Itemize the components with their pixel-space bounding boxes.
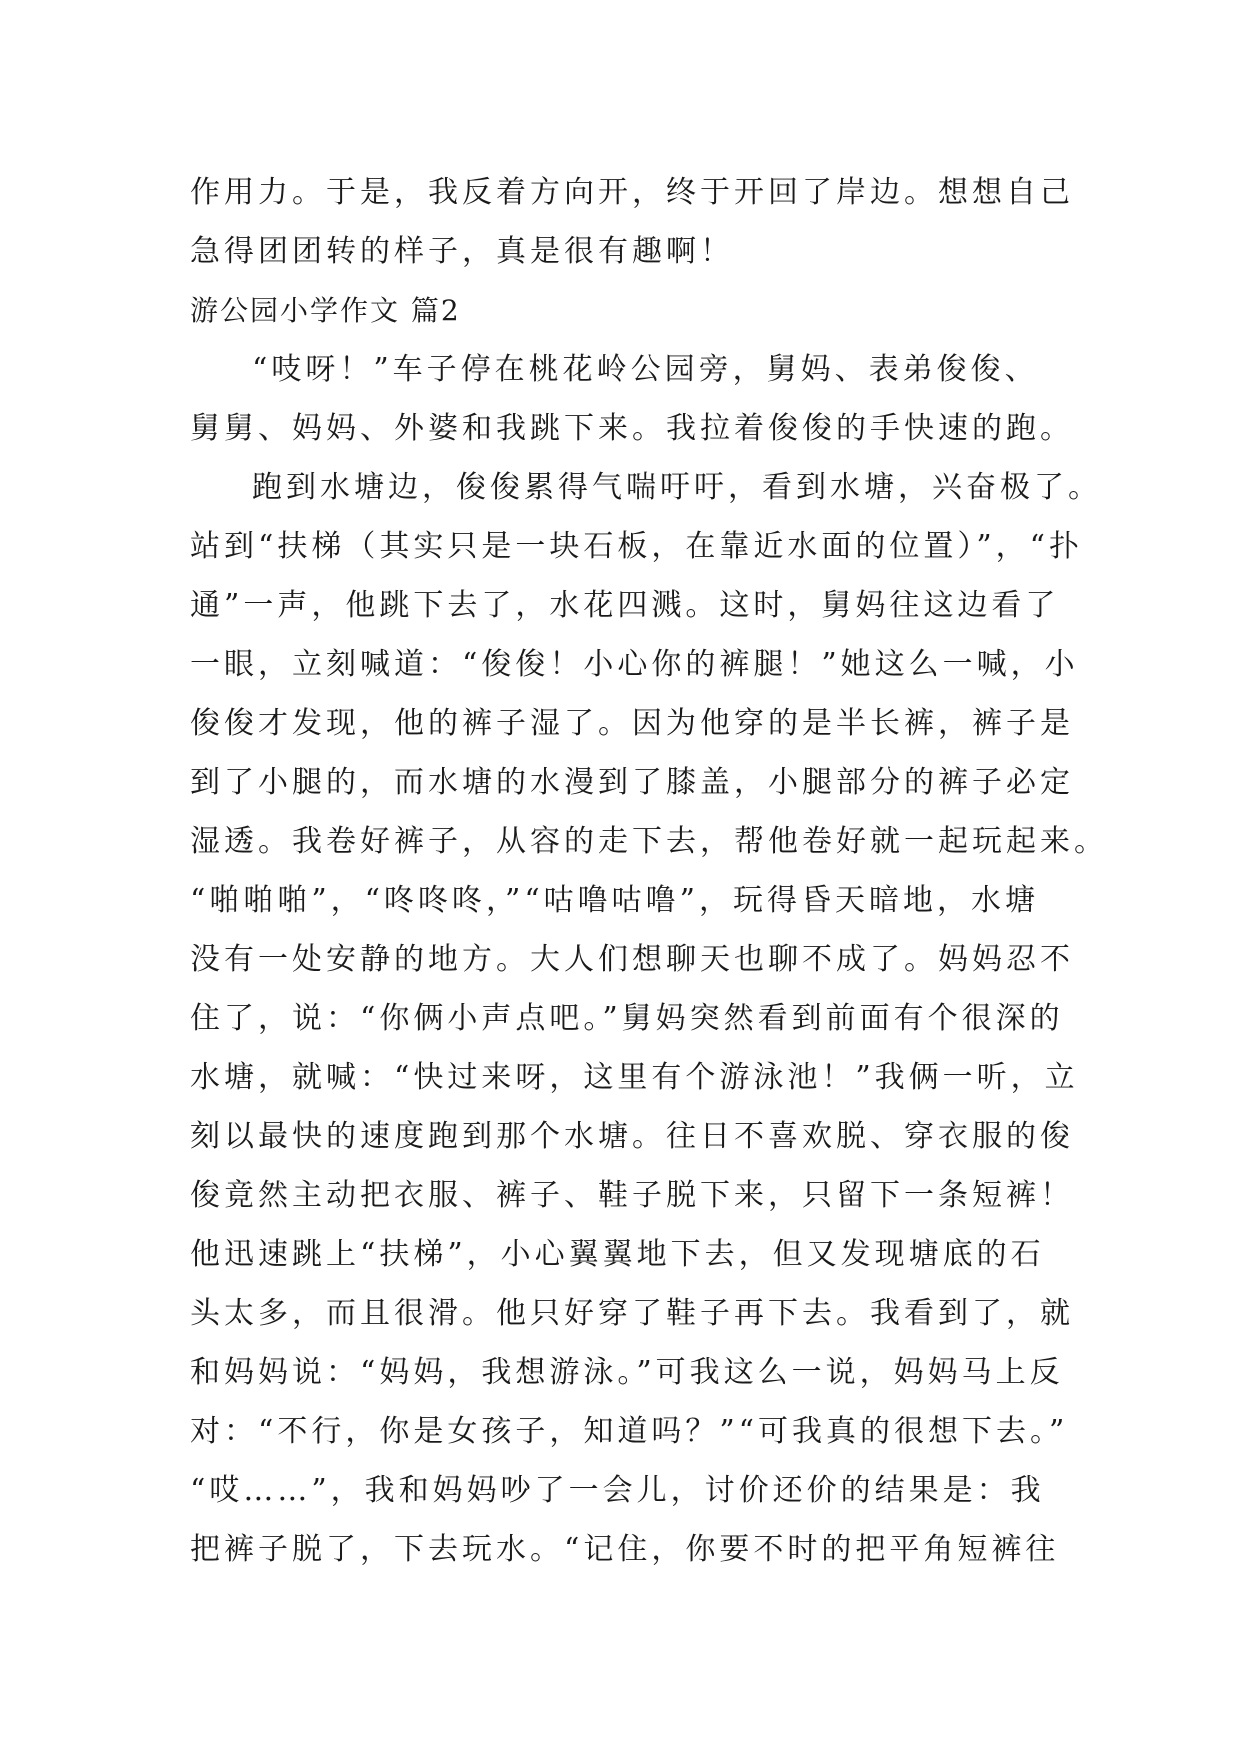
paragraph-start-line: 跑到水塘边，俊俊累得气喘吁吁，看到水塘，兴奋极了。 — [252, 470, 1102, 505]
text-line: 俊竟然主动把衣服、裤子、鞋子脱下来，只留下一条短裤！ — [190, 1178, 1074, 1213]
text-line: 没有一处安静的地方。大人们想聊天也聊不成了。妈妈忍不 — [190, 942, 1074, 977]
text-line: 湿透。我卷好裤子，从容的走下去，帮他卷好就一起玩起来。 — [190, 824, 1108, 859]
paragraph-start-line: “吱呀！”车子停在桃花岭公园旁，舅妈、表弟俊俊、 — [252, 352, 1039, 387]
text-line: 和妈妈说：“妈妈，我想游泳。”可我这么一说，妈妈马上反 — [190, 1355, 1064, 1390]
text-line: 俊俊才发现，他的裤子湿了。因为他穿的是半长裤，裤子是 — [190, 706, 1074, 741]
text-line: 站到“扶梯（其实只是一块石板，在靠近水面的位置）”，“扑 — [190, 529, 1084, 564]
text-line: “哎……”，我和妈妈吵了一会儿，讨价还价的结果是：我 — [190, 1473, 1045, 1508]
text-line: 他迅速跳上“扶梯”，小心翼翼地下去，但又发现塘底的石 — [190, 1237, 1045, 1272]
section-heading: 游公园小学作文 篇2 — [190, 294, 461, 327]
text-line: 水塘，就喊：“快过来呀，这里有个游泳池！”我俩一听，立 — [190, 1060, 1079, 1095]
text-line: 一眼，立刻喊道：“俊俊！小心你的裤腿！”她这么一喊，小 — [190, 647, 1079, 682]
text-line: 把裤子脱了，下去玩水。“记住，你要不时的把平角短裤往 — [190, 1532, 1060, 1567]
text-line: 头太多，而且很滑。他只好穿了鞋子再下去。我看到了，就 — [190, 1296, 1074, 1331]
text-line: 刻以最快的速度跑到那个水塘。往日不喜欢脱、穿衣服的俊 — [190, 1119, 1074, 1154]
text-line: 急得团团转的样子，真是很有趣啊！ — [190, 234, 734, 269]
text-line: 通”一声，他跳下去了，水花四溅。这时，舅妈往这边看了 — [190, 588, 1060, 623]
text-line: 舅舅、妈妈、外婆和我跳下来。我拉着俊俊的手快速的跑。 — [190, 411, 1074, 446]
text-line: 对：“不行，你是女孩子，知道吗？”“可我真的很想下去。” — [190, 1414, 1069, 1449]
text-body — [190, 163, 1108, 1579]
text-line: “啪啪啪”，“咚咚咚，”“咕噜咕噜”，玩得昏天暗地，水塘 — [190, 883, 1040, 918]
text-line: 到了小腿的，而水塘的水漫到了膝盖，小腿部分的裤子必定 — [190, 765, 1074, 800]
text-line: 作用力。于是，我反着方向开，终于开回了岸边。想想自己 — [190, 175, 1074, 210]
text-line: 住了，说：“你俩小声点吧。”舅妈突然看到前面有个很深的 — [190, 1001, 1064, 1036]
